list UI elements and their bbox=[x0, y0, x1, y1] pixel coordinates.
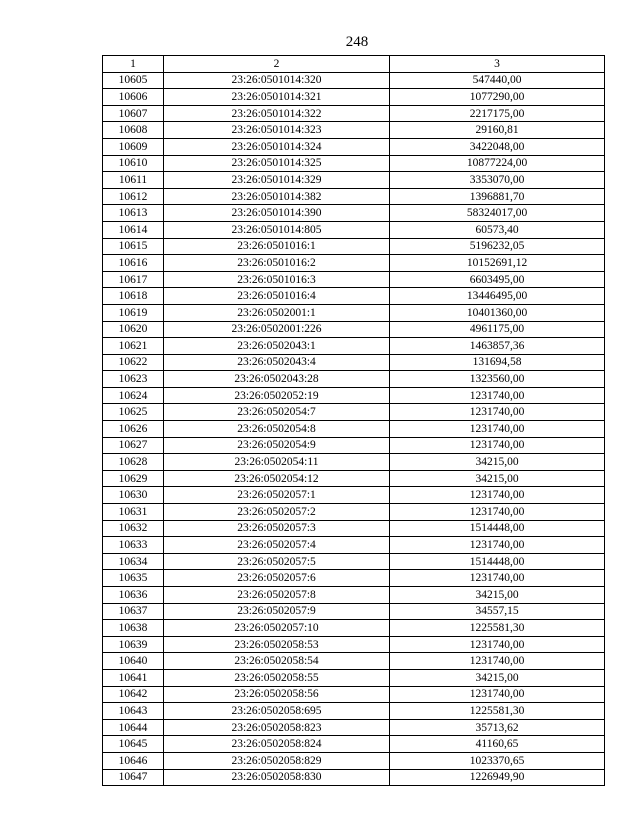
table-row bbox=[103, 703, 605, 720]
table-row bbox=[103, 520, 605, 537]
row-number-cell: 10609 bbox=[103, 138, 164, 155]
row-number-cell: 10641 bbox=[103, 669, 164, 686]
row-number-cell: 10617 bbox=[103, 271, 164, 288]
row-number-cell: 10647 bbox=[103, 769, 164, 786]
value-cell: 1463857,36 bbox=[390, 338, 605, 355]
value-cell: 10152691,12 bbox=[390, 255, 605, 272]
value-cell: 1231740,00 bbox=[390, 570, 605, 587]
value-cell: 4961175,00 bbox=[390, 321, 605, 338]
header-row bbox=[103, 56, 605, 73]
row-number-cell: 10605 bbox=[103, 72, 164, 89]
value-cell: 1023370,65 bbox=[390, 752, 605, 769]
row-number-cell: 10636 bbox=[103, 587, 164, 604]
row-number-cell: 10608 bbox=[103, 122, 164, 139]
row-number-cell: 10627 bbox=[103, 437, 164, 454]
row-number-cell: 10607 bbox=[103, 105, 164, 122]
row-number-cell: 10640 bbox=[103, 653, 164, 670]
table-row bbox=[103, 736, 605, 753]
table-row bbox=[103, 255, 605, 272]
value-cell: 2217175,00 bbox=[390, 105, 605, 122]
row-number-cell: 10610 bbox=[103, 155, 164, 172]
value-cell: 1231740,00 bbox=[390, 404, 605, 421]
cadastral-number-cell: 23:26:0502054:7 bbox=[164, 404, 390, 421]
table-row bbox=[103, 89, 605, 106]
cadastral-number-cell: 23:26:0502001:1 bbox=[164, 304, 390, 321]
table-body bbox=[103, 72, 605, 786]
row-number-cell: 10615 bbox=[103, 238, 164, 255]
value-cell: 1514448,00 bbox=[390, 520, 605, 537]
value-cell: 34215,00 bbox=[390, 669, 605, 686]
column-header-3: 3 bbox=[390, 56, 605, 73]
table-row bbox=[103, 686, 605, 703]
cadastral-number-cell: 23:26:0501014:324 bbox=[164, 138, 390, 155]
table-row bbox=[103, 537, 605, 554]
value-cell: 1231740,00 bbox=[390, 421, 605, 438]
table-row bbox=[103, 636, 605, 653]
row-number-cell: 10611 bbox=[103, 172, 164, 189]
cadastral-number-cell: 23:26:0502058:53 bbox=[164, 636, 390, 653]
row-number-cell: 10613 bbox=[103, 205, 164, 222]
table-row bbox=[103, 188, 605, 205]
table-row bbox=[103, 105, 605, 122]
value-cell: 34557,15 bbox=[390, 603, 605, 620]
value-cell: 547440,00 bbox=[390, 72, 605, 89]
row-number-cell: 10620 bbox=[103, 321, 164, 338]
cadastral-number-cell: 23:26:0501014:320 bbox=[164, 72, 390, 89]
cadastral-number-cell: 23:26:0502057:4 bbox=[164, 537, 390, 554]
cadastral-number-cell: 23:26:0501014:321 bbox=[164, 89, 390, 106]
value-cell: 3422048,00 bbox=[390, 138, 605, 155]
table-row bbox=[103, 387, 605, 404]
value-cell: 34215,00 bbox=[390, 470, 605, 487]
value-cell: 1226949,90 bbox=[390, 769, 605, 786]
cadastral-number-cell: 23:26:0502057:8 bbox=[164, 587, 390, 604]
cadastral-number-cell: 23:26:0502058:830 bbox=[164, 769, 390, 786]
value-cell: 41160,65 bbox=[390, 736, 605, 753]
table-row bbox=[103, 620, 605, 637]
cadastral-number-cell: 23:26:0502054:11 bbox=[164, 454, 390, 471]
value-cell: 1231740,00 bbox=[390, 653, 605, 670]
cadastral-number-cell: 23:26:0502058:695 bbox=[164, 703, 390, 720]
cadastral-number-cell: 23:26:0501014:805 bbox=[164, 221, 390, 238]
table-row bbox=[103, 288, 605, 305]
table-row bbox=[103, 454, 605, 471]
row-number-cell: 10624 bbox=[103, 387, 164, 404]
table-row bbox=[103, 719, 605, 736]
row-number-cell: 10637 bbox=[103, 603, 164, 620]
value-cell: 10401360,00 bbox=[390, 304, 605, 321]
table-row bbox=[103, 487, 605, 504]
row-number-cell: 10635 bbox=[103, 570, 164, 587]
row-number-cell: 10631 bbox=[103, 504, 164, 521]
table-row bbox=[103, 338, 605, 355]
value-cell: 5196232,05 bbox=[390, 238, 605, 255]
cadastral-number-cell: 23:26:0502058:829 bbox=[164, 752, 390, 769]
row-number-cell: 10633 bbox=[103, 537, 164, 554]
value-cell: 131694,58 bbox=[390, 354, 605, 371]
cadastral-number-cell: 23:26:0501014:323 bbox=[164, 122, 390, 139]
value-cell: 34215,00 bbox=[390, 587, 605, 604]
value-cell: 3353070,00 bbox=[390, 172, 605, 189]
value-cell: 29160,81 bbox=[390, 122, 605, 139]
cadastral-number-cell: 23:26:0501014:382 bbox=[164, 188, 390, 205]
row-number-cell: 10629 bbox=[103, 470, 164, 487]
table-row bbox=[103, 769, 605, 786]
table-row bbox=[103, 122, 605, 139]
table-row bbox=[103, 504, 605, 521]
value-cell: 60573,40 bbox=[390, 221, 605, 238]
row-number-cell: 10642 bbox=[103, 686, 164, 703]
cadastral-number-cell: 23:26:0502057:6 bbox=[164, 570, 390, 587]
cadastral-number-cell: 23:26:0501016:3 bbox=[164, 271, 390, 288]
value-cell: 1225581,30 bbox=[390, 703, 605, 720]
table-row bbox=[103, 404, 605, 421]
value-cell: 6603495,00 bbox=[390, 271, 605, 288]
cadastral-number-cell: 23:26:0502043:28 bbox=[164, 371, 390, 388]
table-row bbox=[103, 321, 605, 338]
table-row bbox=[103, 304, 605, 321]
row-number-cell: 10626 bbox=[103, 421, 164, 438]
table-row bbox=[103, 470, 605, 487]
row-number-cell: 10618 bbox=[103, 288, 164, 305]
cadastral-number-cell: 23:26:0502054:9 bbox=[164, 437, 390, 454]
cadastral-number-cell: 23:26:0502058:824 bbox=[164, 736, 390, 753]
row-number-cell: 10645 bbox=[103, 736, 164, 753]
row-number-cell: 10612 bbox=[103, 188, 164, 205]
table-row bbox=[103, 221, 605, 238]
value-cell: 1323560,00 bbox=[390, 371, 605, 388]
value-cell: 1396881,70 bbox=[390, 188, 605, 205]
registry-table bbox=[102, 55, 605, 786]
value-cell: 1231740,00 bbox=[390, 504, 605, 521]
table-row bbox=[103, 205, 605, 222]
page-number: 248 bbox=[345, 34, 369, 50]
cadastral-number-cell: 23:26:0501016:2 bbox=[164, 255, 390, 272]
value-cell: 34215,00 bbox=[390, 454, 605, 471]
column-header-1: 1 bbox=[103, 56, 164, 73]
cadastral-number-cell: 23:26:0502001:226 bbox=[164, 321, 390, 338]
table-row bbox=[103, 553, 605, 570]
row-number-cell: 10628 bbox=[103, 454, 164, 471]
value-cell: 1231740,00 bbox=[390, 387, 605, 404]
cadastral-number-cell: 23:26:0501014:329 bbox=[164, 172, 390, 189]
table-header bbox=[103, 56, 605, 73]
row-number-cell: 10632 bbox=[103, 520, 164, 537]
cadastral-number-cell: 23:26:0502043:1 bbox=[164, 338, 390, 355]
row-number-cell: 10621 bbox=[103, 338, 164, 355]
table-row bbox=[103, 172, 605, 189]
row-number-cell: 10634 bbox=[103, 553, 164, 570]
table-row bbox=[103, 138, 605, 155]
row-number-cell: 10616 bbox=[103, 255, 164, 272]
cadastral-number-cell: 23:26:0502054:12 bbox=[164, 470, 390, 487]
value-cell: 1231740,00 bbox=[390, 636, 605, 653]
table-row bbox=[103, 371, 605, 388]
value-cell: 1231740,00 bbox=[390, 686, 605, 703]
cadastral-number-cell: 23:26:0502058:823 bbox=[164, 719, 390, 736]
row-number-cell: 10625 bbox=[103, 404, 164, 421]
row-number-cell: 10644 bbox=[103, 719, 164, 736]
cadastral-number-cell: 23:26:0502054:8 bbox=[164, 421, 390, 438]
table-row bbox=[103, 271, 605, 288]
cadastral-number-cell: 23:26:0502057:1 bbox=[164, 487, 390, 504]
row-number-cell: 10619 bbox=[103, 304, 164, 321]
cadastral-number-cell: 23:26:0501016:4 bbox=[164, 288, 390, 305]
row-number-cell: 10639 bbox=[103, 636, 164, 653]
table-row bbox=[103, 155, 605, 172]
value-cell: 1231740,00 bbox=[390, 537, 605, 554]
cadastral-number-cell: 23:26:0502058:56 bbox=[164, 686, 390, 703]
row-number-cell: 10622 bbox=[103, 354, 164, 371]
cadastral-number-cell: 23:26:0502058:54 bbox=[164, 653, 390, 670]
value-cell: 58324017,00 bbox=[390, 205, 605, 222]
value-cell: 13446495,00 bbox=[390, 288, 605, 305]
row-number-cell: 10646 bbox=[103, 752, 164, 769]
value-cell: 1225581,30 bbox=[390, 620, 605, 637]
table-row bbox=[103, 238, 605, 255]
value-cell: 1231740,00 bbox=[390, 487, 605, 504]
cadastral-number-cell: 23:26:0502052:19 bbox=[164, 387, 390, 404]
value-cell: 1077290,00 bbox=[390, 89, 605, 106]
table-row bbox=[103, 752, 605, 769]
table-row bbox=[103, 603, 605, 620]
row-number-cell: 10614 bbox=[103, 221, 164, 238]
table-row bbox=[103, 72, 605, 89]
row-number-cell: 10643 bbox=[103, 703, 164, 720]
value-cell: 35713,62 bbox=[390, 719, 605, 736]
row-number-cell: 10638 bbox=[103, 620, 164, 637]
cadastral-number-cell: 23:26:0501014:325 bbox=[164, 155, 390, 172]
value-cell: 1231740,00 bbox=[390, 437, 605, 454]
column-header-2: 2 bbox=[164, 56, 390, 73]
cadastral-number-cell: 23:26:0501014:390 bbox=[164, 205, 390, 222]
row-number-cell: 10623 bbox=[103, 371, 164, 388]
cadastral-number-cell: 23:26:0502057:2 bbox=[164, 504, 390, 521]
table-row bbox=[103, 587, 605, 604]
table-row bbox=[103, 669, 605, 686]
cadastral-number-cell: 23:26:0502057:5 bbox=[164, 553, 390, 570]
table-row bbox=[103, 437, 605, 454]
row-number-cell: 10606 bbox=[103, 89, 164, 106]
cadastral-number-cell: 23:26:0502057:3 bbox=[164, 520, 390, 537]
table-row bbox=[103, 570, 605, 587]
cadastral-number-cell: 23:26:0501016:1 bbox=[164, 238, 390, 255]
cadastral-number-cell: 23:26:0502057:9 bbox=[164, 603, 390, 620]
cadastral-number-cell: 23:26:0501014:322 bbox=[164, 105, 390, 122]
table-row bbox=[103, 354, 605, 371]
value-cell: 10877224,00 bbox=[390, 155, 605, 172]
cadastral-number-cell: 23:26:0502058:55 bbox=[164, 669, 390, 686]
row-number-cell: 10630 bbox=[103, 487, 164, 504]
value-cell: 1514448,00 bbox=[390, 553, 605, 570]
cadastral-number-cell: 23:26:0502043:4 bbox=[164, 354, 390, 371]
cadastral-number-cell: 23:26:0502057:10 bbox=[164, 620, 390, 637]
table-row bbox=[103, 421, 605, 438]
table-row bbox=[103, 653, 605, 670]
